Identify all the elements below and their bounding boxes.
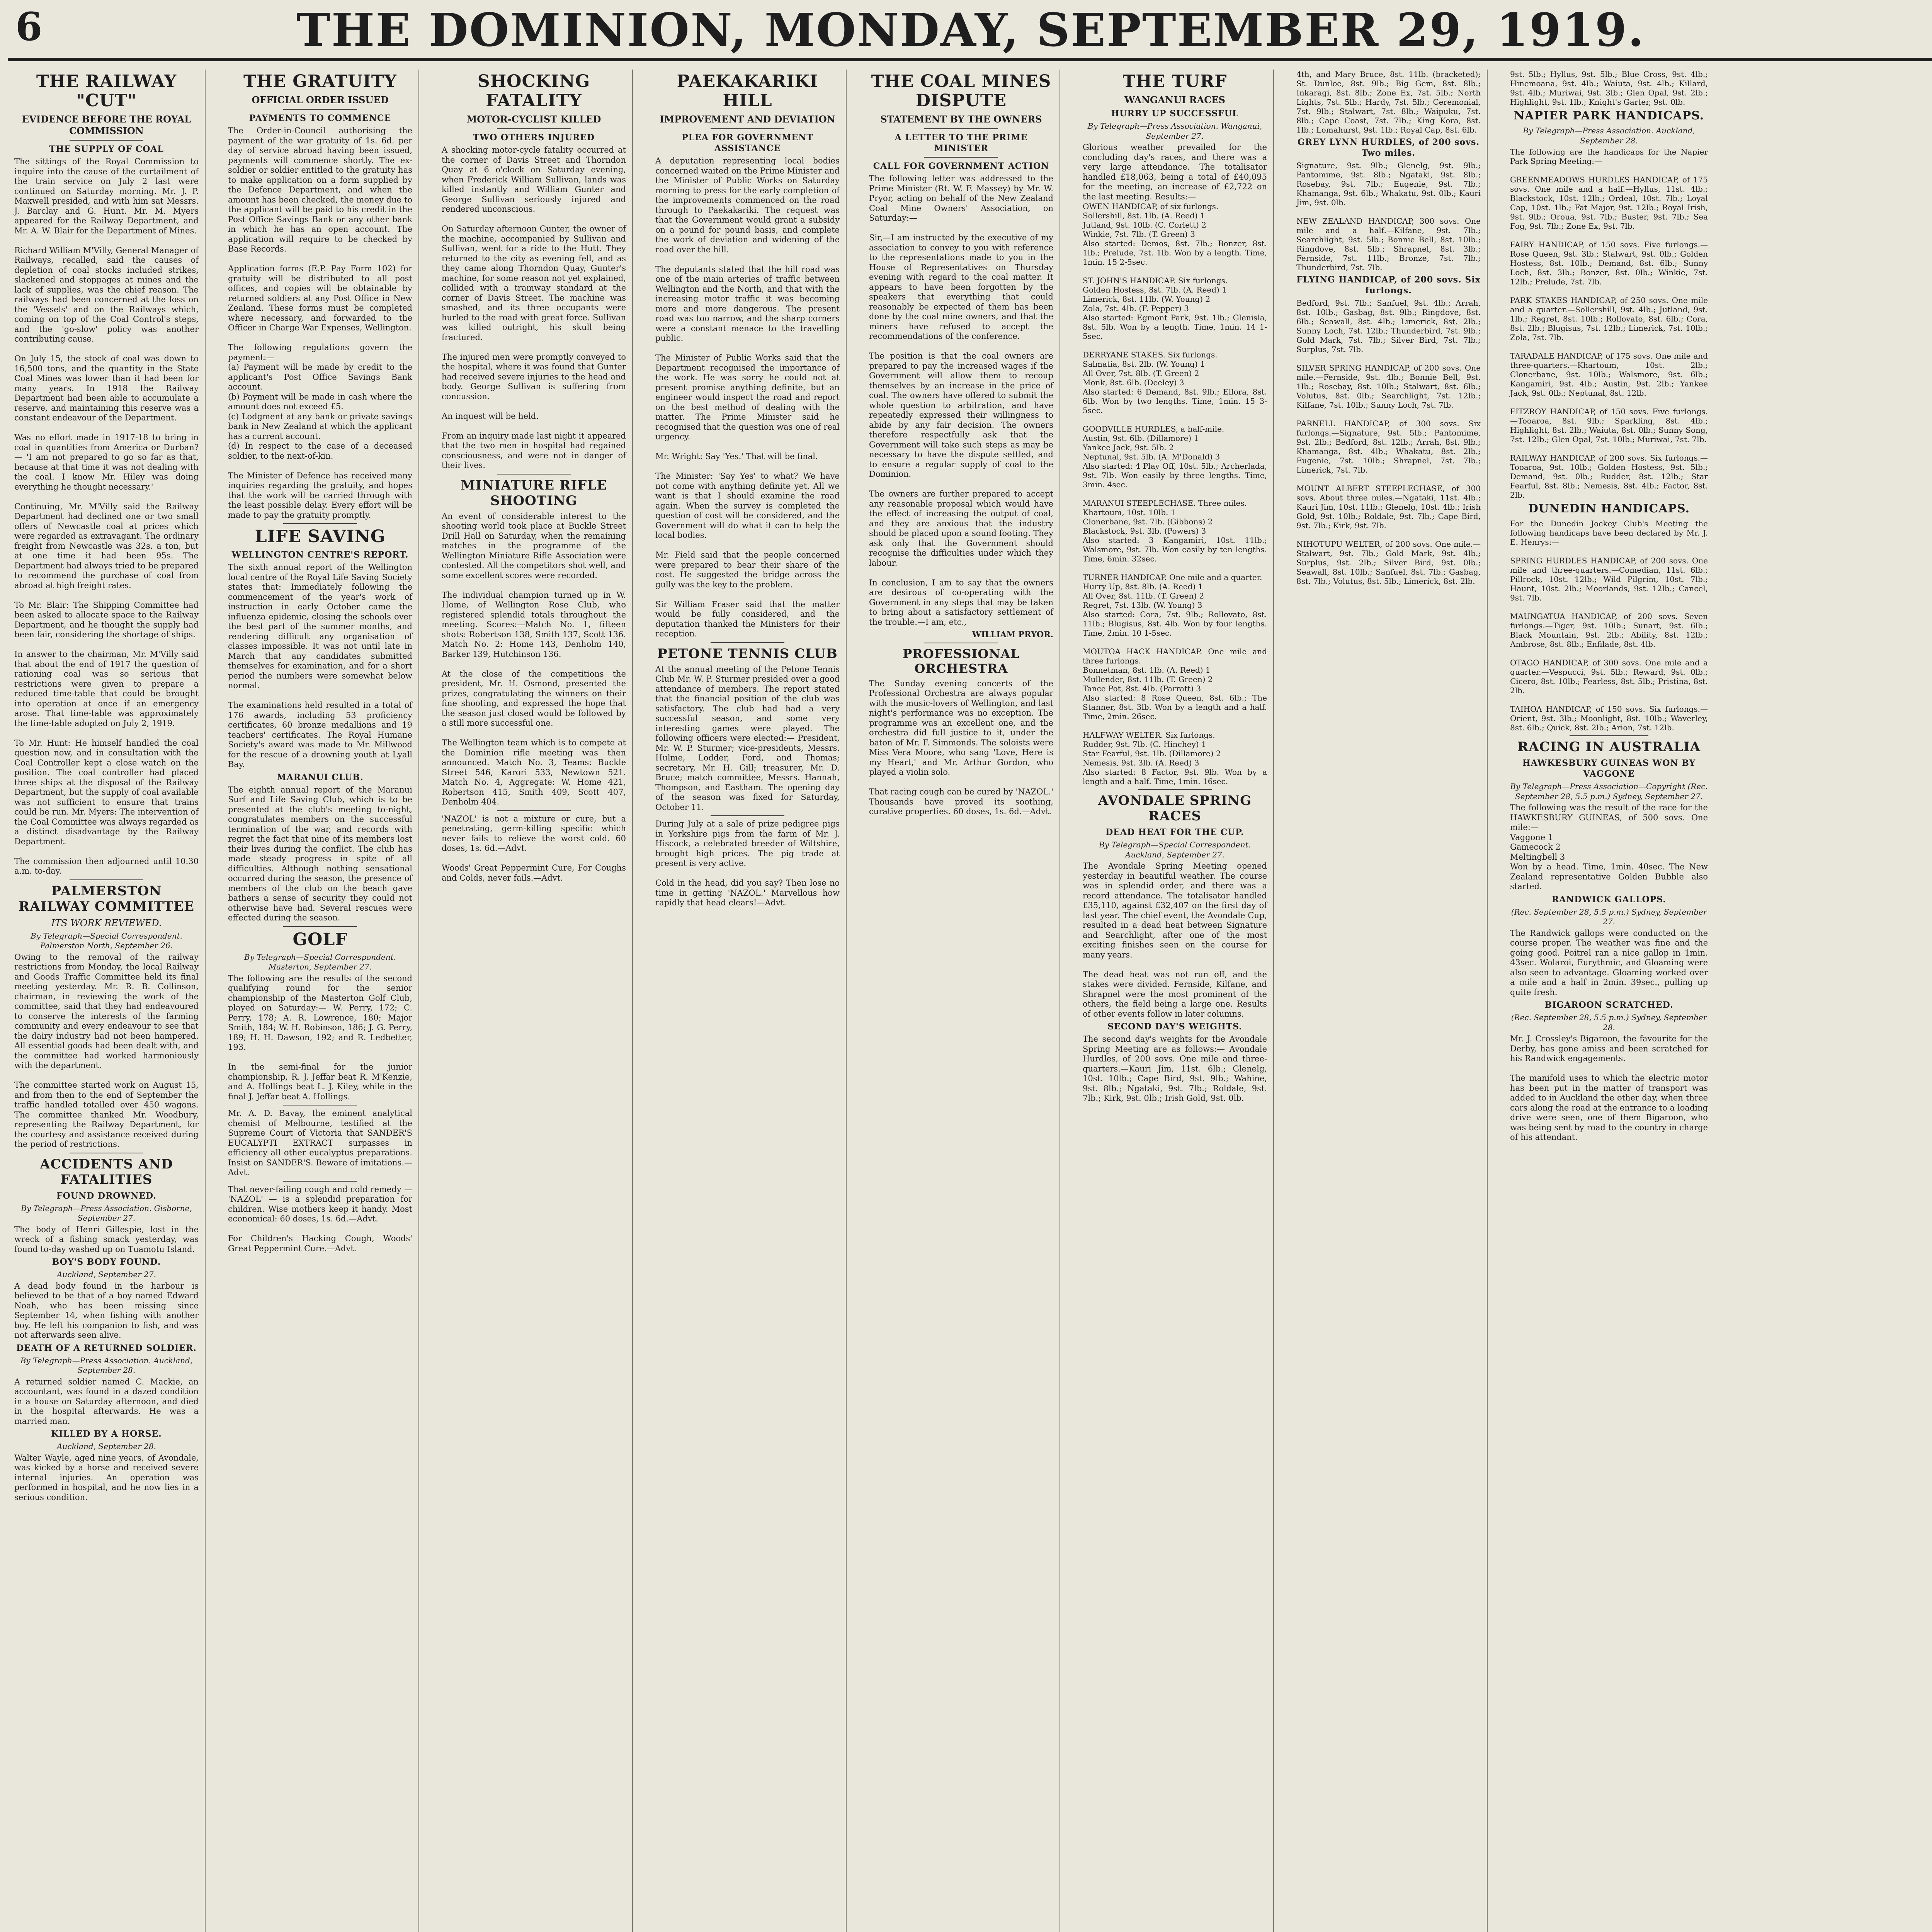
- article-body: A returned soldier named C. Mackie, an accountant, was found in a dazed condition in a house on Saturday afternoon, and died in the hospital afterwards. He was a married man.: [14, 1377, 201, 1426]
- article-body: The Sunday evening concerts of the Professional Orchestra are always popular with the music-lovers of Wellington, and last night's performance was no exception. The programme was an excellent one, and the orchestra did full justice to it, under the baton of Mr. F. Simmonds. The soloists were Miss Vera Moore, who sang 'Love, Here is my Heart,' and Mr. Arthur Gordon, who played a violin solo. That racing cough can be cured by 'NAZOL.' Thousands have proved its soothing, curative properties. 60 doses, 1s. 6d.—Advt.: [869, 679, 1053, 816]
- advertisement: That never-failing cough and cold remedy — 'NAZOL' — is a splendid preparation for children. Wise mothers keep it handy. Most economical: 60 doses, 1s. 6d.—Advt. For Children's Hacking Cough, Woods' Great Peppermint Cure.—Advt.: [228, 1184, 412, 1253]
- race-weights: Signature, 9st. 9lb.; Glenelg, 9st. 9lb.; Pantomime, 9st. 8lb.; Ngataki, 9st. 8lb.; Rosebay, 9st. 7lb.; Eugenie, 9st. 7lb.; Khamanga, 9st. 6lb.; Whakatu, 9st. 0lb.; Kauri Jim, 9st. 0lb. NEW ZEALAND HANDICAP, 300 sovs. One mile and a half.—Kilfane, 9st. 7lb.; Searchlight, 9st. 5lb.; Bonnie Bell, 8st. 10lb.; Ringdove, 8st. 5lb.; Shrapnel, 8st. 3lb.; Fernside, 7st. 11lb.; Bronze, 7st. 7lb.; Thunderbird, 7st. 7lb.: [1296, 161, 1481, 272]
- article-headline: ACCIDENTS AND FATALITIES: [40, 1156, 173, 1187]
- article-body: During July at a sale of prize pedigree pigs in Yorkshire pigs from the farm of Mr. J. Hiscock, a celebrated breeder of Wiltshire, brought high prices. The pig trade at present is very active. Cold in the head, did you say? Then lose no time in getting 'NAZOL.' Marvellous how rapidly that head clears!—Advt.: [655, 819, 840, 907]
- article-columns: [10, 70, 1932, 1932]
- newspaper-title: THE DOMINION, MONDAY, SEPTEMBER 29, 1919.: [296, 3, 1645, 57]
- dateline: By Telegraph—Press Association. Gisborne, September 27.: [21, 1203, 192, 1223]
- section-heading: MARANUI CLUB.: [277, 772, 364, 782]
- dateline: (Rec. September 28, 5.5 p.m.) Sydney, September 27.: [1511, 907, 1707, 926]
- section-heading: BOY'S BODY FOUND.: [52, 1257, 161, 1267]
- dateline: By Telegraph—Special Correspondent. Masterton, September 27.: [244, 952, 396, 971]
- article-subheadline: STATEMENT BY THE OWNERS: [880, 114, 1042, 125]
- race-weights: Bedford, 9st. 7lb.; Sanfuel, 9st. 4lb.; Arrah, 8st. 10lb.; Gasbag, 8st. 9lb.; Ringdove, 8st. 6lb.; Seawall, 8st. 4lb.; Limerick, 8st. 2lb.; Sunny Loch, 7st. 12lb.; Thunderbird, 7st. 9lb.; Gold Mark, 7st. 7lb.; Silver Bird, 7st. 7lb.; Surplus, 7st. 7lb. SILVER SPRING HANDICAP, of 200 sovs. One mile.—Fernside, 9st. 4lb.; Bonnie Bell, 9st. 1lb.; Rosebay, 8st. 10lb.; Stalwart, 8st. 6lb.; Volutus, 8st. 0lb.; Searchlight, 7st. 12lb.; Kilfane, 7st. 10lb.; Sunny Loch, 7st. 7lb. PARNELL HANDICAP, of 300 sovs. Six furlongs.—Signature, 9st. 5lb.; Pantomime, 9st. 2lb.; Bedford, 8st. 12lb.; Arrah, 8st. 9lb.; Khamanga, 8st. 4lb.; Whakatu, 8st. 2lb.; Eugenie, 7st. 10lb.; Shrapnel, 7st. 7lb.; Limerick, 7st. 7lb. MOUNT ALBERT STEEPLECHASE, of 300 sovs. About three miles.—Ngataki, 11st. 4lb.; Kauri Jim, 10st. 11lb.; Glenelg, 10st. 4lb.; Irish Gold, 9st. 10lb.; Roldale, 9st. 7lb.; Cape Bird, 9st. 7lb.; Kirk, 9st. 7lb. NIHOTUPU WELTER, of 200 sovs. One mile.—Stalwart, 9st. 7lb.; Gold Mark, 9st. 4lb.; Surplus, 9st. 2lb.; Silver Bird, 9st. 0lb.; Seawall, 8st. 10lb.; Sanfuel, 8st. 7lb.; Gasbag, 8st. 7lb.; Volutus, 8st. 5lb.; Limerick, 8st. 2lb.: [1296, 298, 1481, 586]
- article-subheadline: ITS WORK REVIEWED.: [51, 917, 162, 929]
- article-headline: PETONE TENNIS CLUB: [657, 646, 838, 662]
- divider: [1138, 789, 1212, 790]
- advertisement: Mr. A. D. Bavay, the eminent analytical chemist of Melbourne, testified at the Supreme Court of Victoria that SANDER'S EUCALYPTI EXTRACT surpasses in efficiency all other eucalyptus preparations. Insist on SANDER'S. Beware of imitations.—Advt.: [228, 1109, 415, 1177]
- column-2: [223, 70, 419, 1932]
- dateline: By Telegraph—Press Association. Auckland, September 28.: [1523, 126, 1695, 145]
- section-heading: FOUND DROWNED.: [56, 1190, 156, 1201]
- section-heading: DEAD HEAT FOR THE CUP.: [1105, 827, 1244, 837]
- column-8: [1505, 70, 1714, 1932]
- article-body: The following are the results of the second qualifying round for the senior championship of the Masterton Golf Club, played on Saturday:— W. Perry, 172; C. Perry, 178; A. R. Lowrence, 180; Major Smith, 184; W. H. Robinson, 186; J. G. Perry, 189; H. H. Dawson, 192; and R. Ledbetter, 193. In the semi-final for the junior championship, R. J. Jeffar beat R. M'Kenzie, and A. Hollings beat L. J. Kiley, while in the final J. Jeffar beat A. Hollings.: [228, 973, 412, 1101]
- divider: [70, 879, 143, 880]
- section-heading: A LETTER TO THE PRIME MINISTER: [895, 133, 1028, 153]
- letter-signature: WILLIAM PRYOR.: [972, 629, 1053, 639]
- dateline: By Telegraph—Special Correspondent. Palmerston North, September 26.: [31, 931, 182, 950]
- section-heading: GREY LYNN HURDLES, of 200 sovs. Two miles.: [1297, 137, 1480, 158]
- article-headline: PALMERSTON RAILWAY COMMITTEE: [18, 883, 194, 914]
- section-heading: KILLED BY A HORSE.: [51, 1429, 162, 1439]
- column-5: [864, 70, 1060, 1932]
- article-body: Owing to the removal of the railway restrictions from Monday, the local Railway and Goods Traffic Committee held its final meeting yesterday. Mr. R. B. Collinson, chairman, in reviewing the work of the committee, said that they had endeavoured to conserve the interests of the farming community and every endeavour to see that the dairy industry had not been hampered. All essential goods had been dealt with, and the committee had worked harmoniously with the department. The committee started work on August 15, and from then to the end of September the traffic handled totalled over 450 wagons. The committee thanked Mr. Woodbury, representing the Railway Department, for the courtesy and assistance received during the period of restrictions.: [14, 952, 199, 1149]
- article-subheadline: OFFICIAL ORDER ISSUED: [252, 94, 389, 105]
- article-subheadline: IMPROVEMENT AND DEVIATION: [660, 114, 835, 125]
- divider: [711, 642, 784, 643]
- dateline: Auckland, September 28.: [57, 1442, 156, 1451]
- section-heading: HAWKESBURY GUINEAS WON BY VAGGONE: [1522, 758, 1696, 779]
- divider: [283, 523, 357, 524]
- article-body: A shocking motor-cycle fatality occurred at the corner of Davis Street and Thorndon Quay at 6 o'clock on Saturday evening, when Frederick William Sullivan, lands was killed instantly and William Gunter and George Sullivan seriously injured and rendered unconscious. On Saturday afternoon Gunter, the owner of the machine, accompanied by Sullivan and Sullivan, went for a ride to the Hutt. They returned to the city as evening fell, and as they came along Thorndon Quay, Gunter's machine, for some reason not yet explained, collided with a tramway standard at the corner of Davis Street. The machine was smashed, and its three occupants were hurled to the road with great force. Sullivan was killed outright, his skull being fractured. The injured men were promptly conveyed to the hospital, where it was found that Gunter had received severe injuries to the head and body. George Sullivan is suffering from concussion. An inquest will be held. From an inquiry made last night it appeared that the two men in hospital had regained consciousness, and were not in danger of their lives.: [442, 145, 626, 470]
- article-body: Glorious weather prevailed for the concluding day's races, and there was a very large attendance. The totalisator handled £18,063, being a total of £40,095 for the meeting, an increase of £2,722 on the last meeting. Results:—: [1083, 143, 1270, 201]
- section-heading: FLYING HANDICAP, of 200 sovs. Six furlongs.: [1296, 275, 1481, 296]
- divider: [924, 157, 998, 158]
- article-body: The sixth annual report of the Wellington local centre of the Royal Life Saving Society states that: Immediately following the commencement of the year's work of instruction in early October came the influenza epidemic, closing the schools over the best part of the summer months, and rendering difficult any organisation of classes impossible. It was not until late in March that any candidates submitted themselves for examination, and for a short period the numbers were somewhat below normal. The examinations held resulted in a total of 176 awards, including 53 proficiency certificates, 60 bronze medallions and 19 teachers' certificates. The Royal Humane Society's award was made to Mr. Millwood for the rescue of a drowning youth at Lyall Bay.: [228, 563, 412, 769]
- article-headline: DUNEDIN HANDICAPS.: [1528, 502, 1690, 515]
- column-3: [437, 70, 633, 1932]
- divider: [497, 128, 571, 129]
- article-headline: RACING IN AUSTRALIA: [1517, 739, 1701, 755]
- page-number: 6: [15, 4, 43, 49]
- dateline: Auckland, September 27.: [57, 1270, 156, 1279]
- article-body: The following letter was addressed to the Prime Minister (Rt. W. F. Massey) by Mr. W. Pryor, acting on behalf of the New Zealand Coal Mine Owners' Association, on Saturday:— Sir,—I am instructed by the executive of my association to convey to you with reference to the representations made to you in the House of Representatives on Thursday evening with regard to the coal matter. It appears to have been forgotten by the speakers that everything that could reasonably be expected of them has been done by the coal mine owners, and that the miners have refused to accept the recommendations of the conference. The position is that the coal owners are prepared to pay the increased wages if the Government will allow them to recoup themselves by an increase in the price of coal. The owners have offered to submit the whole question to arbitration, and have repeatedly expressed their willingness to abide by any fair decision. The owners therefore respectfully ask that the Government will take such steps as may be necessary to have the dispute settled, and to ensure a regular supply of coal to the Dominion. The owners are further prepared to accept any reasonable proposal which would have the effect of increasing the output of coal, and they are anxious that the industry should be placed upon a sound footing. They ask only that the Government should recognise the difficulties under which they labour. In conclusion, I am to say that the owners are desirous of co-operating with the Government in any steps that may be taken to bring about a satisfactory settlement of the trouble.—I am, etc.,: [869, 174, 1053, 627]
- divider: [70, 140, 143, 141]
- divider: [711, 128, 784, 129]
- section-heading: PAYMENTS TO COMMENCE: [249, 113, 391, 123]
- race-weights: For the Dunedin Jockey Club's Meeting the following handicaps have been declared by Mr. J. E. Henrys:— SPRING HURDLES HANDICAP, of 200 sovs. One mile and three-quarters.—Comedian, 11st. 6lb.; Pillrock, 10st. 12lb.; Wild Pilgrim, 10st. 7lb.; Haunt, 10st. 2lb.; Moorlands, 9st. 12lb.; Cancel, 9st. 7lb. MAUNGATUA HANDICAP, of 200 sovs. Seven furlongs.—Tiger, 9st. 10lb.; Sunart, 9st. 6lb.; Black Mountain, 9st. 2lb.; Ability, 8st. 12lb.; Ambrose, 8st. 8lb.; Enfilade, 8st. 4lb. OTAGO HANDICAP, of 300 sovs. One mile and a quarter.—Vespucci, 9st. 5lb.; Reward, 9st. 0lb.; Cicero, 8st. 10lb.; Fearless, 8st. 5lb.; Pristina, 8st. 2lb. TAIHOA HANDICAP, of 150 sovs. Six furlongs.—Orient, 9st. 3lb.; Moonlight, 8st. 10lb.; Waverley, 8st. 6lb.; Quick, 8st. 2lb.; Arion, 7st. 12lb.: [1510, 519, 1708, 732]
- article-headline: PAEKAKARIKI HILL: [677, 71, 818, 111]
- section-heading: PLEA FOR GOVERNMENT ASSISTANCE: [682, 133, 813, 153]
- article-headline: AVONDALE SPRING RACES: [1098, 793, 1252, 824]
- column-7: [1292, 70, 1488, 1932]
- race-results: OWEN HANDICAP, of six furlongs. Sollershill, 8st. 1lb. (A. Reed) 1 Jutland, 9st. 10lb. (C. Corlett) 2 Winkie, 7st. 7lb. (T. Green) 3 Also started: Demos, 8st. 7lb.; Bonzer, 8st. 1lb.; Prelude, 7st. 1lb. Won by a length. Time, 1min. 15 2-5sec. ST. JOHN'S HANDICAP. Six furlongs. Golden Hostess, 8st. 7lb. (A. Reed) 1 Limerick, 8st. 11lb. (W. Young) 2 Zola, 7st. 4lb. (F. Pepper) 3 Also started: Egmont Park, 9st. 1lb.; Glenisla, 8st. 5lb. Won by a length. Time, 1min. 14 1-5sec. DERRYANE STAKES. Six furlongs. Salmatia, 8st. 2lb. (W. Young) 1 All Over, 7st. 8lb. (T. Green) 2 Monk, 8st. 6lb. (Deeley) 3 Also started: 6 Demand, 8st. 9lb.; Ellora, 8st. 6lb. Won by two lengths. Time, 1min. 15 3-5sec. GOODVILLE HURDLES, a half-mile. Austin, 9st. 6lb. (Dillamore) 1 Yankee Jack, 9st. 5lb. 2 Neptunal, 9st. 5lb. (A. M'Donald) 3 Also started: 4 Play Off, 10st. 5lb.; Archerlada, 9st. 7lb. Won easily by three lengths. Time, 3min. 4sec. MARANUI STEEPLECHASE. Three miles. Khartoum, 10st. 10lb. 1 Clonerbane, 9st. 7lb. (Gibbons) 2 Blackstock, 9st. 3lb. (Powers) 3 Also started: 3 Kangamiri, 10st. 11lb.; Walsmore, 9st. 7lb. Won easily by ten lengths. Time, 6min. 32sec. TURNER HANDICAP. One mile and a quarter. Hurry Up, 8st. 8lb. (A. Reed) 1 All Over, 8st. 11lb. (T. Green) 2 Regret, 7st. 13lb. (W. Young) 3 Also started: Cora, 7st. 9lb.; Rollovato, 8st. 11lb.; Blugisus, 8st. 4lb. Won by four lengths. Time, 2min. 10 1-5sec. MOUTOA HACK HANDICAP. One mile and three furlongs. Bonnetman, 8st. 1lb. (A. Reed) 1 Mullender, 8st. 11lb. (T. Green) 2 Tance Pot, 8st. 4lb. (Parratt) 3 Also started: 8 Rose Queen, 8st. 6lb.; The Stanner, 8st. 3lb. Won by a length and a half. Time, 2min. 26sec. HALFWAY WELTER. Six furlongs. Rudder, 9st. 7lb. (C. Hinchey) 1 Star Fearful, 9st. 1lb. (Dillamore) 2 Nemesis, 9st. 3lb. (A. Reed) 3 Also started: 8 Factor, 9st. 9lb. Won by a length and a half. Time, 1min. 16sec.: [1083, 202, 1267, 786]
- advertisement: 'NAZOL' is not a mixture or cure, but a penetrating, germ-killing specific which never fails to relieve the worst cold. 60 doses, 1s. 6d.—Advt. Woods' Great Peppermint Cure, For Coughs and Colds, never fails.—Advt.: [442, 814, 626, 883]
- divider: [497, 810, 571, 811]
- section-heading: WELLINGTON CENTRE'S REPORT.: [231, 550, 409, 560]
- article-body: The body of Henri Gillespie, lost in the wreck of a fishing smack yesterday, was found to-day washed up on Tuamotu Island.: [14, 1225, 201, 1254]
- race-weights: The following are the handicaps for the Napier Park Spring Meeting:— GREENMEADOWS HURDLES HANDICAP, of 175 sovs. One mile and a half.—Hyllus, 11st. 4lb.; Blackstock, 10st. 12lb.; Ordeal, 10st. 7lb.; Loyal Cap, 10st. 1lb.; Fat Major, 9st. 12lb.; Royal Irish, 9st. 9lb.; Oroua, 9st. 7lb.; Buster, 9st. 7lb.; Sea Fog, 9st. 7lb.; Zone Ex, 9st. 7lb. FAIRY HANDICAP, of 150 sovs. Five furlongs.—Rose Queen, 9st. 3lb.; Stalwart, 9st. 0lb.; Golden Hostess, 8st. 10lb.; Demand, 8st. 6lb.; Sunny Loch, 8st. 3lb.; Bonzer, 8st. 0lb.; Winkie, 7st. 12lb.; Prelude, 7st. 7lb. PARK STAKES HANDICAP, of 250 sovs. One mile and a quarter.—Sollershill, 9st. 4lb.; Jutland, 9st. 1lb.; Regret, 8st. 10lb.; Rollovato, 8st. 6lb.; Cora, 8st. 2lb.; Blugisus, 7st. 12lb.; Limerick, 7st. 10lb.; Zola, 7st. 7lb. TARADALE HANDICAP, of 175 sovs. One mile and three-quarters.—Khartoum, 10st. 2lb.; Clonerbane, 9st. 10lb.; Walsmore, 9st. 6lb.; Kangamiri, 9st. 4lb.; Austin, 9st. 2lb.; Yankee Jack, 9st. 0lb.; Neptunal, 8st. 12lb. FITZROY HANDICAP, of 150 sovs. Five furlongs.—Tooaroa, 8st. 9lb.; Sparkling, 8st. 4lb.; Highlight, 8st. 2lb.; Waiuta, 8st. 0lb.; Sunny Song, 7st. 12lb.; Glen Opal, 7st. 10lb.; Muriwai, 7st. 7lb. RAILWAY HANDICAP, of 200 sovs. Six furlongs.—Tooaroa, 9st. 10lb.; Golden Hostess, 9st. 5lb.; Demand, 9st. 0lb.; Rudder, 8st. 12lb.; Star Fearful, 8st. 8lb.; Nemesis, 8st. 4lb.; Factor, 8st. 2lb.: [1510, 147, 1708, 500]
- dateline: (Rec. September 28, 5.5 p.m.) Sydney, September 28.: [1511, 1013, 1707, 1032]
- article-headline: MINIATURE RIFLE SHOOTING: [460, 477, 607, 509]
- article-headline: SHOCKING FATALITY: [477, 71, 590, 111]
- article-headline: LIFE SAVING: [255, 527, 386, 546]
- section-heading: BIGAROON SCRATCHED.: [1544, 1000, 1673, 1010]
- article-subheadline: EVIDENCE BEFORE THE ROYAL COMMISSION: [22, 114, 191, 136]
- divider: [283, 109, 357, 110]
- article-body: The Randwick gallops were conducted on the course proper. The weather was fine and the going good. Poitrel ran a nice gallop in 1min. 43sec. Wolaroi, Eurythmic, and Gloaming were also seen to advantage. Gloaming worked over a mile and a half in 2min. 39sec., pulling up quite fresh.: [1510, 928, 1711, 997]
- divider: [283, 926, 357, 927]
- article-body: The second day's weights for the Avondale Spring Meeting are as follows:— Avondale Hurdles, of 200 sovs. One mile and three-quarters.—Kauri Jim, 11st. 6lb.; Glenelg, 10st. 10lb.; Cape Bird, 9st. 9lb.; Wahine, 9st. 8lb.; Ngataki, 9st. 7lb.; Roldale, 9st. 7lb.; Kirk, 9st. 0lb.; Irish Gold, 9st. 0lb.: [1083, 1034, 1270, 1103]
- article-headline: GOLF: [293, 929, 348, 949]
- masthead: [8, 0, 1932, 61]
- dateline: By Telegraph—Press Association. Wanganui, September 27.: [1087, 121, 1262, 141]
- article-headline: THE RAILWAY "CUT": [36, 71, 177, 111]
- dateline: By Telegraph—Press Association—Copyright (Rec. September 28, 5.5 p.m.) Sydney, September 27.: [1510, 782, 1708, 801]
- divider: [283, 1181, 357, 1182]
- article-body: A dead body found in the harbour is believed to be that of a boy named Edward Noah, who has been missing since September 14, when fishing with another boy. He left his companion to fish, and was not afterwards seen alive.: [14, 1281, 201, 1340]
- article-headline: THE TURF: [1122, 71, 1227, 91]
- article-headline: THE COAL MINES DISPUTE: [871, 71, 1051, 111]
- article-body: Walter Wayle, aged nine years, of Avondale, was kicked by a horse and received severe internal injuries. An operation was performed in hospital, and he now lies in a serious condition.: [14, 1453, 201, 1502]
- column-1: [10, 70, 206, 1932]
- article-body: The eighth annual report of the Maranui Surf and Life Saving Club, which is to be presented at the club's meeting to-night, congratulates members on the successful termination of the war, and records with regret the fact that nine of its members lost their lives during the conflict. The club has made steady progress in spite of all difficulties. Although nothing sensational occurred during the season, the presence of members of the club on the beach gave bathers a sense of security they could not otherwise have had. Several rescues were effected during the season.: [228, 785, 415, 922]
- section-heading: RANDWICK GALLOPS.: [1551, 894, 1667, 905]
- article-body: At the annual meeting of the Petone Tennis Club Mr. W. P. Sturmer presided over a good attendance of members. The report stated that the financial position of the club was satisfactory. The club had had a very successful season, and some very interesting games were played. The following officers were elected:— President, Mr. W. P. Sturmer; vice-presidents, Messrs. Hulme, Lodder, Ford, and Thomas; secretary, Mr. H. Gill; treasurer, Mr. D. Bruce; match committee, Messrs. Hannah, Thompson, and Eastham. The opening day of the season was fixed for Saturday, October 11.: [655, 664, 842, 812]
- article-headline: PROFESSIONAL ORCHESTRA: [903, 646, 1020, 676]
- dateline: By Telegraph—Special Correspondent. Auckland, September 27.: [1099, 840, 1251, 859]
- section-heading: DEATH OF A RETURNED SOLDIER.: [16, 1343, 197, 1353]
- article-body: The sittings of the Royal Commission to inquire into the cause of the curtailment of the train service on July 2 last were continued on Saturday morning. Mr. J. P. Maxwell presided, and with him sat Messrs. J. Barclay and G. Hunt. Mr. M. Myers appeared for the Railway Department, and Mr. A. W. Blair for the Department of Mines. Richard William M'Villy, General Manager of Railways, recalled, said the causes of depletion of coal stocks included strikes, slackened and stoppages at mines and the lack of supplies, was the chief reason. The railways had been concerned at the loss on the 'Vessels' and on the Railways which, coming on top of the Coal Control's steps, and the 'go-slow' policy was another contributing cause. On July 15, the stock of coal was down to 16,500 tons, and the quantity in the State Coal Mines was lower than it had been for many years. In 1918 the Railway Department had been able to accumulate a reserve, and maintaining this reserve was a constant endeavour of the Department. Was no effort made in 1917-18 to bring in coal in quantities from America or Durban? — 'I am not prepared to go so far as that, because at that time it was not dealing with the coal. I know Mr. Hiley was doing everything he thought necessary.' Continuing, Mr. M'Villy said the Railway Department had declined one or two small offers of Newcastle coal at prices which were regarded as extravagant. The ordinary freight from Newcastle was 32s. a ton, but at one time it had been 95s. The Department had always tried to be prepared to recommend the purchase of coal from abroad at high freight rates. To Mr. Blair: The Shipping Committee had been asked to allocate space to the Railway Department, and he thought the supply had been fair, considering the shortage of ships. In answer to the chairman, Mr. M'Villy said that about the end of 1917 the question of rationing coal was so serious that restrictions were given to prepare a reduced time-table that could be brought into operation at once if an emergency arose. That time-table was approximately the time-table adopted on July 2, 1919. To Mr. Hunt: He himself handled the coal question now, and in consultation with the Coal Controller kept a close watch on the position. The coal controller had placed three ships at the disposal of the Railway Department, but the supply of coal available was not sufficient to ensure that trains could be run. Mr. Myers: The intervention of the Coal Committee was always regarded as a distinct disadvantage by the Railway Department. The commission then adjourned until 10.30 a.m. to-day.: [14, 157, 199, 876]
- section-heading: TWO OTHERS INJURED: [473, 133, 595, 143]
- column-6: [1078, 70, 1274, 1932]
- article-body: A deputation representing local bodies concerned waited on the Prime Minister and the Minister of Public Works on Saturday morning to press for the early completion of the improvements commenced on the road through to Paekakariki. The request was that the Government would grant a subsidy on a pound for pound basis, and complete the work of deviation and widening of the road over the hill. The deputants stated that the hill road was one of the main arteries of traffic between Wellington and the North, and that with the increasing motor traffic it was becoming more and more dangerous. The present road was too narrow, and the sharp corners were a constant menace to the travelling public. The Minister of Public Works said that the Department recognised the importance of the work. He was sorry he could not at present promise anything definite, but an engineer would inspect the road and report on the best method of dealing with the matter. The Prime Minister said he recognised that the question was one of real urgency. Mr. Wright: Say 'Yes.' That will be final. The Minister: 'Say Yes' to what? We have not come with anything definite yet. All we want is that I should examine the road again. When the survey is completed the question of cost will be considered, and the Government will do what it can to help the local bodies. Mr. Field said that the people concerned were prepared to bear their share of the cost. He suggested the bridge across the gully was the key to the problem. Sir William Fraser said that the matter would be fully considered, and the deputation thanked the Ministers for their reception.: [655, 156, 840, 638]
- section-heading: SECOND DAY'S WEIGHTS.: [1107, 1022, 1242, 1032]
- column-4: [651, 70, 847, 1932]
- divider: [711, 815, 784, 816]
- article-body: The Order-in-Council authorising the payment of the war gratuity of 1s. 6d. per day of service abroad having been issued, payments will commence shortly. The ex-soldier or soldier entitled to the gratuity has to make application on a form supplied by the Defence Department, and when the amount has been checked, the money due to the applicant will be paid to his credit in the Post Office Savings Bank or any other bank in which he has an open account. The application will require to be checked by Base Records. Application forms (E.P. Pay Form 102) for gratuity will be distributed to all post offices, and copies will be obtainable by returned soldiers at any Post Office in New Zealand. These forms must be completed where necessary, and forwarded to the Officer in Charge War Expenses, Wellington. The following regulations govern the payment:— (a) Payment will be made by credit to the applicant's Post Office Savings Bank account. (b) Payment will be made in cash where the amount does not exceed £5. (c) Lodgment at any bank or private savings bank in New Zealand at which the applicant has a current account. (d) In respect to the case of a deceased soldier, to the next-of-kin. The Minister of Defence has received many inquiries regarding the gratuity, and hopes that the work will be carried through with the least possible delay. Every effort will be made to pay the gratuity promptly.: [228, 126, 412, 520]
- article-body: The Avondale Spring Meeting opened yesterday in beautiful weather. The course was in splendid order, and there was a record attendance. The totalisator handled £35,110, against £32,407 on the first day of last year. The chief event, the Avondale Cup, resulted in a dead heat between Signature and Searchlight, after one of the most exciting finishes seen on the course for many years. The dead heat was not run off, and the stakes were divided. Fernside, Kilfane, and Shrapnel were the most prominent of the others, the field being a large one. Results of other events follow in later columns.: [1083, 861, 1267, 1019]
- race-weights: 9st. 5lb.; Hyllus, 9st. 5lb.; Blue Cross, 9st. 4lb.; Hinemoana, 9st. 4lb.; Waiuta, 9st. 4lb.; Killard, 9st. 4lb.; Muriwai, 9st. 3lb.; Glen Opal, 9st. 2lb.; Highlight, 9st. 1lb.; Knight's Garter, 9st. 0lb.: [1510, 70, 1711, 107]
- article-body: Mr. J. Crossley's Bigaroon, the favourite for the Derby, has gone amiss and been scratched for his Randwick engagements. The manifold uses to which the electric motor has been put in the matter of transport was added to in Auckland the other day, when three cars along the road at the entrance to a loading drive were seen, one of them Bigaroon, who was being sent by road to the country in charge of his attendant.: [1510, 1034, 1708, 1142]
- article-subheadline: WANGANUI RACES: [1124, 94, 1225, 105]
- section-heading: CALL FOR GOVERNMENT ACTION: [873, 161, 1049, 171]
- article-body: The following was the result of the race for the HAWKESBURY GUINEAS, of 500 sovs. One mile:— Vaggone 1 Gamecock 2 Meltingbell 3 Won by a head. Time, 1min. 40sec. The New Zealand representative Golden Bubble also started.: [1510, 803, 1708, 891]
- article-body: An event of considerable interest to the shooting world took place at Buckle Street Drill Hall on Saturday, when the remaining matches in the programme of the Wellington Miniature Rifle Association were contested. All the competitors shot well, and some excellent scores were recorded. The individual champion turned up in W. Home, of Wellington Rose Club, who registered splendid totals throughout the meeting. Scores:—Match No. 1, fifteen shots: Robertson 138, Smith 137, Scott 136. Match No. 2: Home 143, Denholm 140, Barker 139, Hutchinson 136. At the close of the competitions the president, Mr. H. Osmond, presented the prizes, congratulating the winners on their fine shooting, and expressed the hope that the season just closed would be followed by a still more successful one. The Wellington team which is to compete at the Dominion rifle meeting was then announced. Match No. 3, Teams: Buckle Street 546, Karori 533, Newtown 521. Match No. 4, Aggregate: W. Home 421, Robertson 415, Smith 409, Scott 407, Denholm 404.: [442, 511, 626, 806]
- dateline: By Telegraph—Press Association. Auckland, September 28.: [20, 1355, 193, 1375]
- race-weights: 4th, and Mary Bruce, 8st. 11lb. (bracketed); St. Dunloe, 8st. 9lb.; Big Gem, 8st. 8lb.; Inkaragi, 8st. 8lb.; Zone Ex, 7st. 5lb.; North Lights, 7st. 5lb.; Hardy, 7st. 5lb.; Ceremonial, 7st. 9lb.; Stalwart, 7st. 8lb.; Waipuku, 7st. 8lb.; Cape Coast, 7st. 7lb.; King Kora, 8st. 1lb.; Lomahurst, 9st. 1lb.; Royal Cap, 8st. 6lb.: [1296, 70, 1483, 134]
- article-headline: THE GRATUITY: [243, 71, 397, 91]
- article-headline: NAPIER PARK HANDICAPS.: [1514, 109, 1704, 122]
- divider: [924, 128, 998, 129]
- section-heading: THE SUPPLY OF COAL: [49, 144, 164, 154]
- section-heading: HURRY UP SUCCESSFUL: [1111, 109, 1239, 119]
- article-subheadline: MOTOR-CYCLIST KILLED: [466, 114, 601, 125]
- divider: [1570, 735, 1649, 736]
